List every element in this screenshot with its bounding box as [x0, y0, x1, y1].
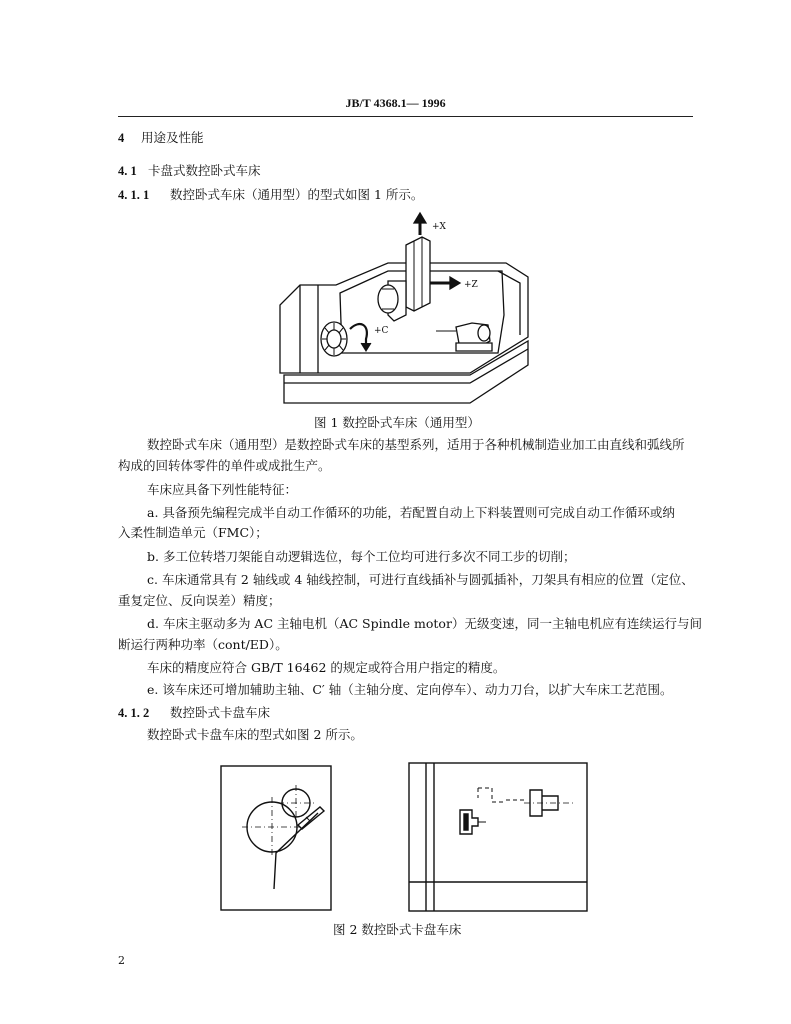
section-4-title: 用途及性能	[141, 130, 204, 145]
axis-label-x: +X	[432, 222, 446, 232]
section-4-1-2-title: 数控卧式卡盘车床	[170, 705, 271, 720]
header-rule	[118, 116, 693, 117]
figure-2-side-view	[408, 762, 588, 912]
figure-1-lathe-drawing	[270, 215, 560, 410]
section-4-1-title: 卡盘式数控卧式车床	[148, 163, 261, 178]
paragraph-1-line-1: 数控卧式车床（通用型）是数控卧式车床的基型系列，适用于各种机械制造业加工由直线和弧线所	[147, 437, 685, 452]
item-a-line-1: a. 具备预先编程完成半自动工作循环的功能，若配置自动上下料装置则可完成自动工作循环或纳	[147, 505, 675, 520]
item-c-line-2: 重复定位、反向误差）精度；	[118, 593, 281, 608]
standard-code-header: JB/T 4368.1— 1996	[345, 96, 446, 110]
section-4-1-1-number: 4. 1. 1	[118, 188, 150, 202]
item-d-line-2: 断运行两种功率（cont/ED）。	[118, 637, 288, 652]
section-4-1-1-text: 数控卧式车床（通用型）的型式如图 1 所示。	[170, 187, 424, 202]
section-4-1-number: 4. 1	[118, 164, 137, 178]
figure-2-caption: 图 2 数控卧式卡盘车床	[333, 922, 462, 937]
item-c-line-1: c. 车床通常具有 2 轴线或 4 轴线控制，可进行直线插补与圆弧插补，刀架具有相应的位置（定位、	[147, 572, 694, 587]
item-d-line-1: d. 车床主驱动多为 AC 主轴电机（AC Spindle motor）无级变速，同一主轴电机应有连续运行与间	[147, 616, 702, 631]
paragraph-3: 车床的精度应符合 GB/T 16462 的规定或符合用户指定的精度。	[147, 660, 506, 675]
section-4-1-2-text: 数控卧式卡盘车床的型式如图 2 所示。	[147, 727, 363, 742]
axis-label-z: +Z	[464, 280, 478, 290]
section-4-1-2-number: 4. 1. 2	[118, 706, 150, 720]
item-e: e. 该车床还可增加辅助主轴、C′ 轴（主轴分度、定向停车）、动力刀台，以扩大车床工艺范围。	[147, 682, 673, 697]
paragraph-2: 车床应具备下列性能特征：	[147, 482, 298, 497]
item-b: b. 多工位转塔刀架能自动逻辑选位，每个工位均可进行多次不同工步的切削；	[147, 549, 576, 564]
paragraph-1-line-2: 构成的回转体零件的单件或成批生产。	[118, 458, 331, 473]
figure-2-front-view	[220, 765, 332, 911]
item-a-line-2: 入柔性制造单元（FMC）；	[118, 525, 268, 540]
section-4-number: 4	[118, 131, 125, 145]
figure-1-caption: 图 1 数控卧式车床（通用型）	[314, 415, 480, 430]
page-number: 2	[118, 954, 125, 967]
axis-label-c: +C	[374, 326, 389, 336]
